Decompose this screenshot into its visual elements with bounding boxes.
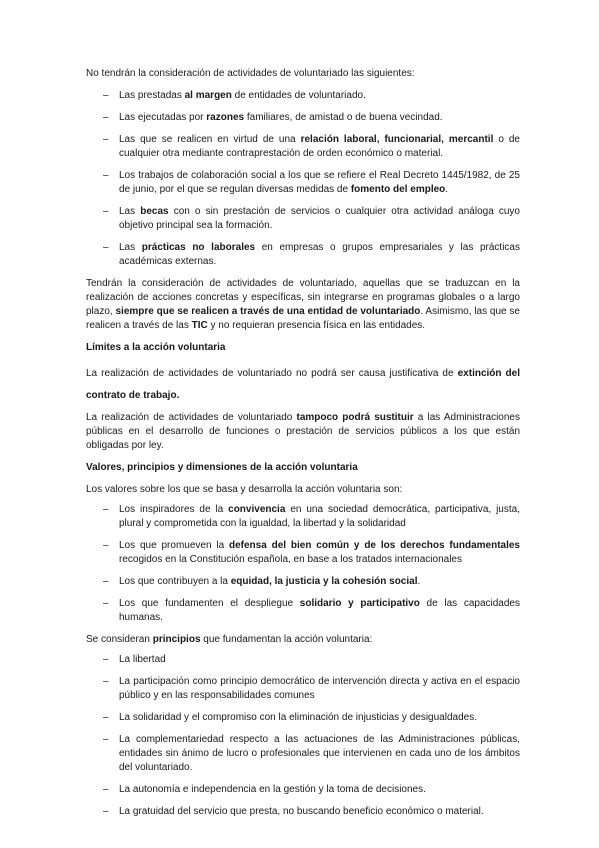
list-item: – Las ejecutadas por razones familiares, de amistad o de buena vecindad. — [86, 111, 520, 125]
list-item: – Los inspiradores de la convivencia en una sociedad democrática, participativa, justa, plural y comprometida con la igualdad, la libertad y la solidaridad — [86, 503, 520, 531]
limits-paragraph-2: La realización de actividades de voluntariado tampoco podrá sustituir a las Administraciones públicas en el desarrollo de funciones o prestación de servicios públicos a los que están obligadas por ley. — [86, 412, 520, 451]
list-item: – Las prestadas al margen de entidades de voluntariado. — [86, 89, 520, 103]
list-item: – Las becas con o sin prestación de servicios o cualquier otra actividad análoga cuyo objetivo principal sea la formación. — [86, 205, 520, 233]
list-item: – La solidaridad y el compromiso con la eliminación de injusticias y desigualdades. — [86, 711, 520, 725]
list-item: – Las prácticas no laborales en empresas o grupos empresariales y las prácticas académicas externas. — [86, 241, 520, 269]
list-item: – Los que contribuyen a la equidad, la justicia y la cohesión social. — [86, 575, 520, 589]
intro-paragraph: No tendrán la consideración de actividades de voluntariado las siguientes: — [86, 68, 415, 79]
list-item: – La libertad — [86, 653, 520, 667]
list-item: – Los trabajos de colaboración social a los que se refiere el Real Decreto 1445/1982, de 25 de junio, por el que se regulan diversas medidas de fomento del empleo. — [86, 169, 520, 197]
exclusions-list — [86, 89, 520, 269]
list-item: – Las que se realicen en virtud de una relación laboral, funcionarial, mercantil o de cualquier otra mediante contraprestación de orden económico o material. — [86, 133, 520, 161]
values-heading: Valores, principios y dimensiones de la acción voluntaria — [86, 462, 358, 473]
values-list — [86, 503, 520, 625]
list-item: – La autonomía e independencia en la gestión y la toma de decisiones. — [86, 783, 520, 797]
principles-intro: Se consideran principios que fundamentan la acción voluntaria: — [86, 634, 373, 645]
principles-list — [86, 653, 520, 819]
limits-paragraph-1: La realización de actividades de voluntariado no podrá ser causa justificativa de extinción del contrato de trabajo. — [86, 368, 521, 401]
consideration-paragraph: Tendrán la consideración de actividades de voluntariado, aquellas que se traduzcan en la realización de acciones concretas y específicas, sin integrarse en programas globales o a largo plazo, siempre que se realicen a través de una entidad de voluntariado. Asimismo, las que se realicen a través de las TIC y no requieran presencia física en las entidades. — [86, 278, 520, 331]
values-intro: Los valores sobre los que se basa y desarrolla la acción voluntaria son: — [86, 484, 403, 495]
list-item: – La gratuidad del servicio que presta, no buscando beneficio económico o material. — [86, 805, 520, 819]
list-item: – Los que fundamenten el despliegue solidario y participativo de las capacidades humanas. — [86, 597, 520, 625]
list-item: – La complementariedad respecto a las actuaciones de las Administraciones públicas, entidades sin ánimo de lucro o profesionales que intervienen en cada uno de los ámbitos del voluntariado. — [86, 733, 520, 775]
list-item: – Los que promueven la defensa del bien común y de los derechos fundamentales recogidos en la Constitución española, en base a los tratados internacionales — [86, 539, 520, 567]
limits-heading: Límites a la acción voluntaria — [86, 342, 226, 353]
list-item: – La participación como principio democrático de intervención directa y activa en el espacio público y en las responsabilidades comunes — [86, 675, 520, 703]
